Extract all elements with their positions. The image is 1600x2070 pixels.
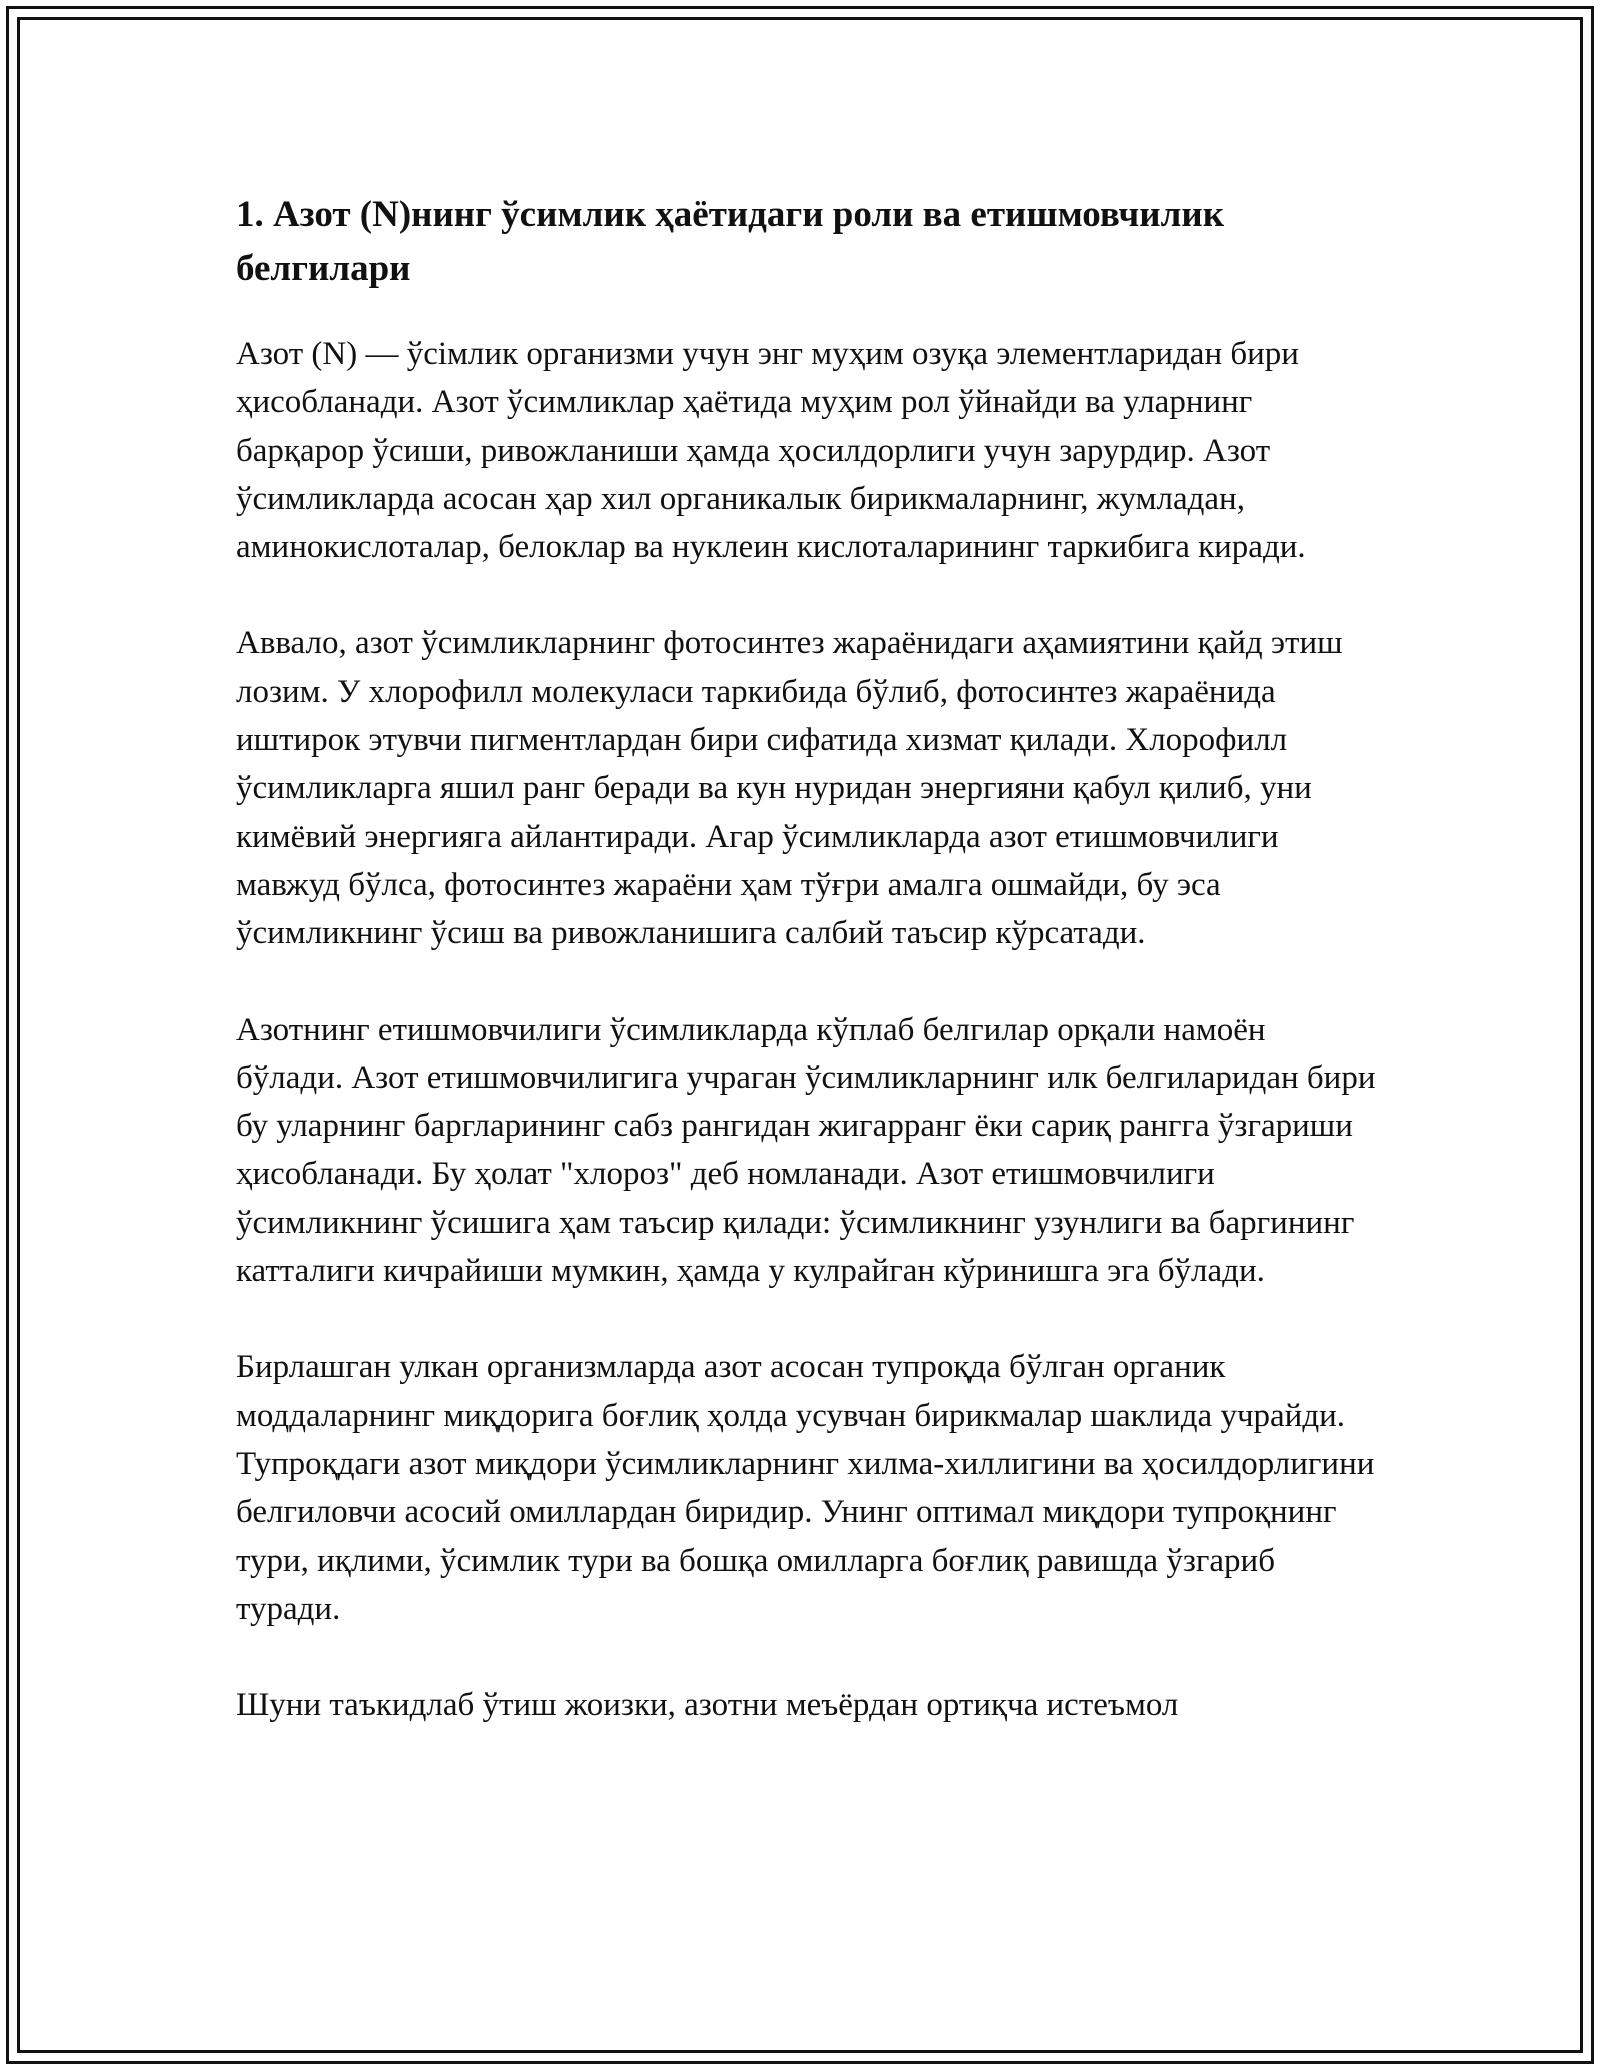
paragraph-4: Бирлашган улкан организмларда азот асосан тупроқда бўлган органик моддаларнинг миқдорига боғлиқ ҳолда усувчан бирикмалар шаклида учрайди. Тупроқдаги азот миқдори ўсимликларнинг хилма-хиллигини ва ҳосилдорлигини белгиловчи асосий омиллардан биридир. Унинг оптимал миқдори тупроқнинг тури, иқлими, ўсимлик тури ва бошқа омилларга боғлиқ равишда ўзгариб туради.: [236, 1349, 1375, 1627]
paragraph-1: Азот (N) — ўсімлик организми учун энг муҳим озуқа элементларидан бири ҳисобланади. Азот ўсимликлар ҳаётида муҳим рол ўйнайди ва уларнинг барқарор ўсиши, ривожланиши ҳамда ҳосилдорлиги учун зарурдир. Азот ўсимликларда асосан ҳар хил органикалык бирикмаларнинг, жумладан, аминокислоталар, белоклар ва нуклеин кислоталарининг таркибига киради.: [236, 336, 1306, 566]
paragraph-5: Шуни таъкидлаб ўтиш жоизки, азотни меъёрдан ортиқча истеъмол: [236, 1687, 1179, 1724]
document-body: [236, 188, 1376, 1777]
paragraph-3: Азотнинг етишмовчилиги ўсимликларда кўплаб белгилар орқали намоён бўлади. Азот етишмовчилигига учраган ўсимликларнинг илк белгиларидан бири бу уларнинг баргларининг сабз рангидан жигарранг ёки сариқ рангга ўзгариши ҳисобланади. Бу ҳолат "хлороз" деб номланади. Азот етишмовчилиги ўсимликнинг ўсишига ҳам таъсир қилади: ўсимликнинг узунлиги ва баргининг катталиги кичрайиши мумкин, ҳамда у кулрайган кўринишга эга бўлади.: [236, 1011, 1376, 1290]
paragraph-2: Аввало, азот ўсимликларнинг фотосинтез жараёнидаги аҳамиятини қайд этиш лозим. У хлорофилл молекуласи таркибида бўлиб, фотосинтез жараёнида иштирок этувчи пигментлардан бири сифатида хизмат қилади. Хлорофилл ўсимликларга яшил ранг беради ва кун нуридан энергияни қабул қилиб, уни кимёвий энергияга айлантиради. Агар ўсимликларда азот етишмовчилиги мавжуд бўлса, фотосинтез жараёни ҳам тўғри амалга ошмайди, бу эса ўсимликнинг ўсиш ва ривожланишига салбий таъсир кўрсатади.: [236, 625, 1343, 952]
section-title: 1. Азот (N)нинг ўсимлик ҳаётидаги роли ва етишмовчилик белгилари: [236, 194, 1225, 289]
